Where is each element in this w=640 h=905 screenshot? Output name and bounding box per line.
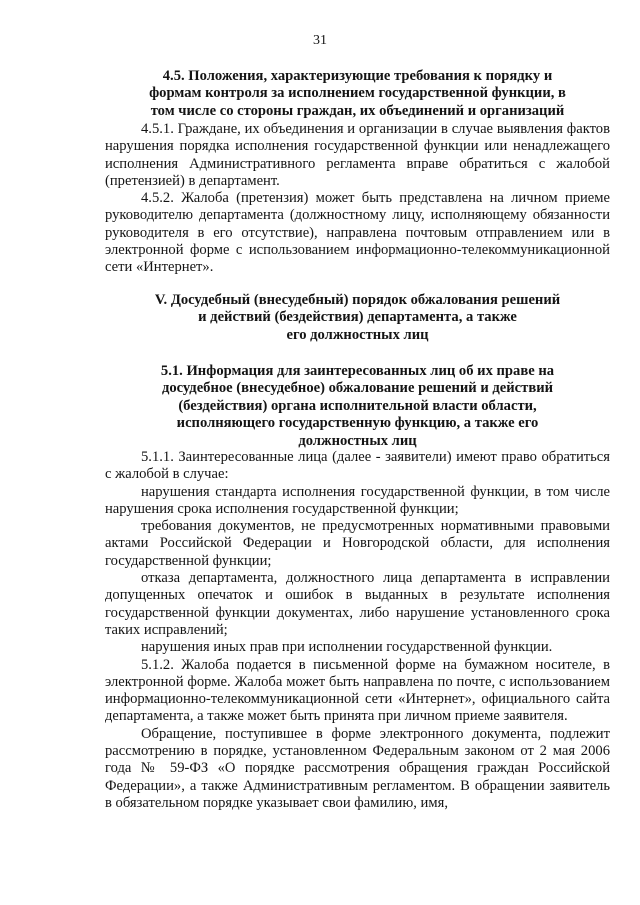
heading-line: досудебное (внесудебное) обжалование решений и действий — [161, 380, 554, 397]
heading-line: его должностных лиц — [286, 326, 429, 343]
paragraph-4-5-1: 4.5.1. Граждане, их объединения и организации в случае выявления фактов нарушения порядка исполнения государственной функции или ненадлежащего исполнения Административного регламента вправе обратиться с жалобой (претензией) в департамент. — [105, 121, 610, 189]
section-4-5-body — [105, 121, 610, 277]
section-V-heading — [105, 292, 610, 344]
paragraph-4-5-2: 4.5.2. Жалоба (претензия) может быть представлена на личном приеме руководителю департамента (должностному лицу, исполняющему обязанности руководителя в его отсутствие), направлена почтовым отправлением или в электронной форме с использованием информационно-телекоммуникационной сети «Интернет». — [105, 190, 610, 276]
list-item-refusal-to-correct: отказа департамента, должностного лица департамента в исправлении допущенных опечаток и ошибок в выданных в результате исполнения государственной функции документах, либо нарушение установленного срока таких исправлений; — [105, 570, 610, 638]
heading-line: том числе со стороны граждан, их объединений и организаций — [150, 102, 565, 119]
heading-line: должностных лиц — [298, 432, 417, 449]
heading-line: 5.1. Информация для заинтересованных лиц об их праве на — [160, 363, 555, 379]
section-5-1-body — [105, 449, 610, 812]
page-number: 31 — [313, 33, 327, 48]
paragraph-5-1-1: 5.1.1. Заинтересованные лица (далее - заявители) имеют право обратиться с жалобой в случае: — [105, 449, 610, 483]
heading-line: (бездействия) органа исполнительной власти области, — [178, 397, 537, 414]
section-4-5-heading — [105, 68, 610, 120]
heading-line: и действий (бездействия) департамента, а также — [198, 309, 517, 326]
list-item-other-violations: нарушения иных прав при исполнении государственной функции. — [141, 639, 553, 656]
list-item-document-requirement: требования документов, не предусмотренных нормативными правовыми актами Российской Федерации и Новгородской области, для исполнения государственной функции; — [105, 518, 610, 569]
paragraph-5-1-2: 5.1.2. Жалоба подается в письменной форме на бумажном носителе, в электронной форме. Жалоба может быть направлена по почте, с использованием информационно-телекоммуникационной сети «Интернет», официального сайта департамента, а также может быть принята при личном приеме заявителя. — [105, 656, 610, 725]
heading-line: формам контроля за исполнением государственной функции, в — [149, 85, 566, 102]
section-5-1-heading — [105, 363, 610, 450]
heading-line: исполняющего государственную функцию, а также его — [176, 415, 539, 432]
heading-line: 4.5. Положения, характеризующие требования к порядку и — [162, 68, 553, 84]
paragraph-electronic-appeal: Обращение, поступившее в форме электронного документа, подлежит рассмотрению в порядке, установленном Федеральным законом от 2 мая 2006 года № 59-ФЗ «О порядке рассмотрения обращения граждан Российской Федерации», а также Административным регламентом. В обращении заявитель в обязательном порядке указывает свои фамилию, имя, — [105, 725, 610, 811]
heading-line: V. Досудебный (внесудебный) порядок обжалования решений — [154, 292, 561, 308]
list-item-standard-violation: нарушения стандарта исполнения государственной функции, в том числе нарушения срока исполнения государственной функции; — [105, 483, 610, 517]
